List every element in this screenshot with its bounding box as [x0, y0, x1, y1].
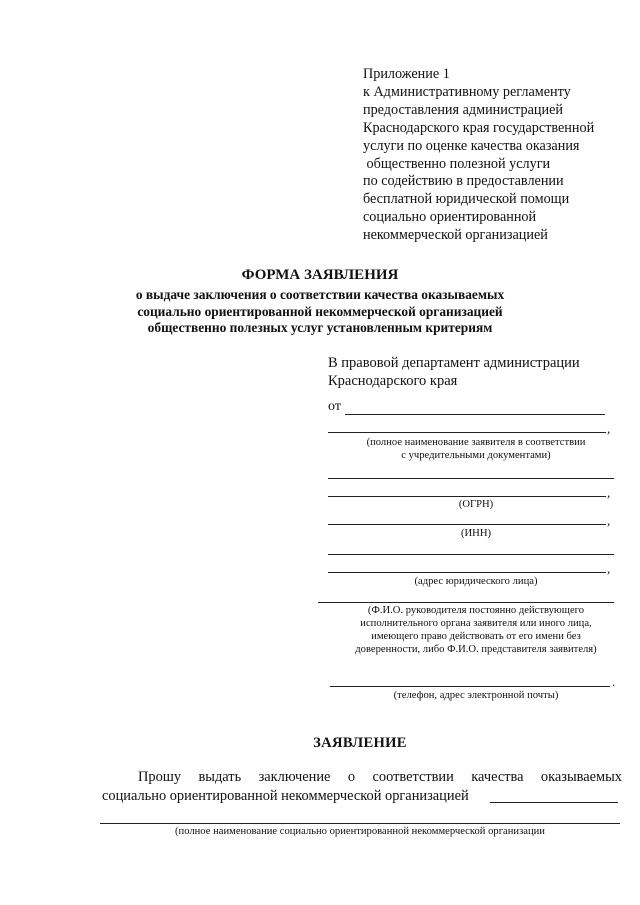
appendix-line: социально ориентированной [363, 209, 537, 226]
contacts-caption: (телефон, адрес электронной почты) [393, 690, 559, 701]
appendix-line: бесплатной юридической помощи [363, 191, 570, 208]
caption-line: исполнительного органа заявителя или иного лица, [360, 618, 592, 629]
caption-line: (полное наименование заявителя в соответствии [366, 437, 586, 448]
appendix-line: Приложение 1 [363, 66, 450, 82]
comma: , [607, 561, 611, 576]
form-subtitle [0, 287, 640, 337]
period: . [612, 674, 616, 689]
ogrn-caption: (ОГРН) [458, 499, 494, 510]
appendix-line: Краснодарского края государственной [363, 119, 595, 136]
addressee-line: В правовой департамент администрации [328, 355, 580, 371]
addressee-line: Краснодарского края [328, 373, 458, 389]
applicant-field-line[interactable] [345, 414, 605, 415]
comma: , [607, 485, 611, 500]
from-label: от [328, 399, 341, 414]
addressee-block [328, 354, 580, 390]
appendix-line: к Административному регламенту [363, 83, 571, 100]
appendix-line: по содействию в предоставлении [363, 173, 564, 190]
legal-address-caption: (адрес юридического лица) [414, 576, 538, 587]
caption-line: с учредительными документами) [401, 450, 551, 461]
applicant-name-caption [318, 436, 634, 462]
form-subtitle-line: о выдаче заключения о соответствии качества оказываемых [135, 287, 505, 302]
comma: , [607, 421, 611, 436]
org-name-field-line[interactable] [490, 802, 618, 803]
appendix-line: предоставления администрацией [363, 101, 563, 118]
caption-line: имеющего право действовать от его имени без [371, 631, 581, 642]
form-title: ФОРМА ЗАЯВЛЕНИЯ [241, 267, 399, 283]
form-subtitle-line: общественно полезных услуг установленным критериям [147, 320, 493, 335]
appendix-line: общественно полезной услуги [363, 155, 551, 172]
ogrn-field-line[interactable] [328, 478, 614, 479]
appendix-line: некоммерческой организацией [363, 227, 548, 244]
org-name-caption: (полное наименование социально ориентированной некоммерческой организации [175, 826, 545, 837]
form-subtitle-line: социально ориентированной некоммерческой организацией [137, 303, 503, 319]
head-name-field-line[interactable] [318, 602, 614, 603]
inn-field-line[interactable] [328, 524, 606, 525]
ogrn-field-line[interactable] [328, 496, 606, 497]
caption-line: доверенности, либо Ф.И.О. представителя заявителя) [355, 644, 597, 655]
address-field-line[interactable] [328, 554, 614, 555]
appendix-line: услуги по оценке качества оказания [363, 137, 580, 154]
org-name-field-line[interactable] [100, 823, 620, 824]
head-name-caption [318, 604, 634, 656]
applicant-field-line[interactable] [328, 432, 606, 433]
address-field-line[interactable] [328, 572, 606, 573]
appendix-block [363, 66, 633, 245]
statement-paragraph-line: Прошу выдать заключение о соответствии качества оказываемых [138, 769, 622, 785]
contacts-field-line[interactable] [330, 686, 610, 687]
statement-paragraph-line: социально ориентированной некоммерческой организацией [102, 788, 469, 804]
caption-line: (Ф.И.О. руководителя постоянно действующего [367, 605, 585, 616]
statement-heading: ЗАЯВЛЕНИЕ [313, 735, 407, 751]
comma: , [607, 513, 611, 528]
inn-caption: (ИНН) [460, 528, 491, 539]
